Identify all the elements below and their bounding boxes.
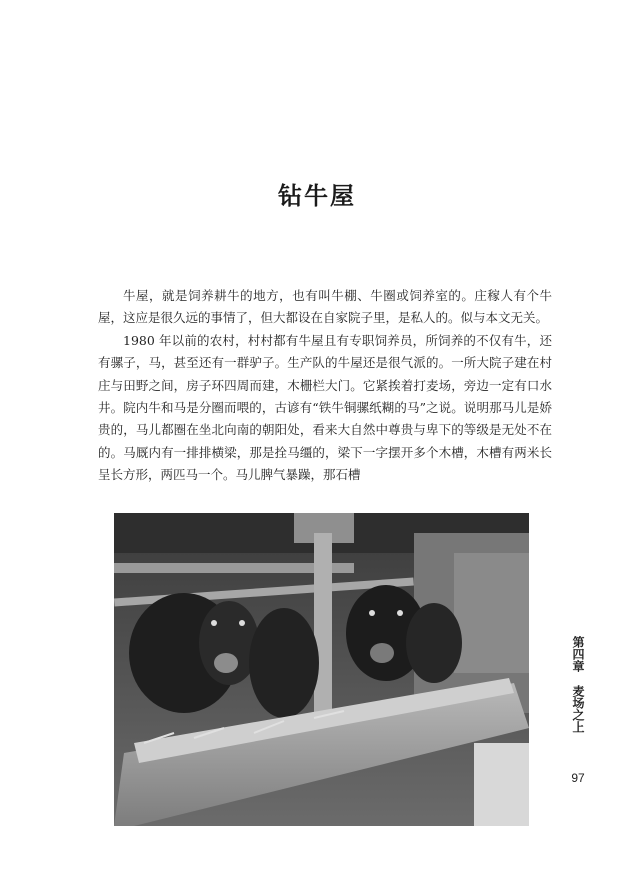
body-text xyxy=(98,285,552,487)
paragraph-1: 牛屋，就是饲养耕牛的地方，也有叫牛棚、牛圈或饲养室的。庄稼人有个牛屋，这应是很久远的事情了，但大都设在自家院子里，是私人的。似与本文无关。 xyxy=(98,288,552,326)
chapter-title: 钻牛屋 xyxy=(278,181,356,210)
page-number: 97 xyxy=(571,771,585,785)
chapter-name: 第四章 xyxy=(571,636,585,672)
photo-cattle-in-barn xyxy=(114,513,529,826)
paragraph-2: 1980 年以前的农村，村村都有牛屋且有专职饲养员，所饲养的不仅有牛，还有骡子，马，甚至还有一群驴子。生产队的牛屋还是很气派的。一所大院子建在村庄与田野之间，房子环四周而建，木栅栏大门。它紧挨着打麦场，旁边一定有口水井。院内牛和马是分圈而喂的，古谚有“铁牛铜骡纸糊的马”之说。说明那马儿是娇贵的，马儿都圈在坐北向南的朝阳处，看来大自然中尊贵与卑下的等级是无处不在的。马厩内有一排排横梁，那是拴马缰的，梁下一字摆开多个木槽，木槽有两米长呈长方形，两匹马一个。马儿脾气暴躁，那石槽 xyxy=(98,332,552,483)
chapter-side-label xyxy=(568,636,588,736)
section-name: 麦场之上 xyxy=(571,685,585,733)
